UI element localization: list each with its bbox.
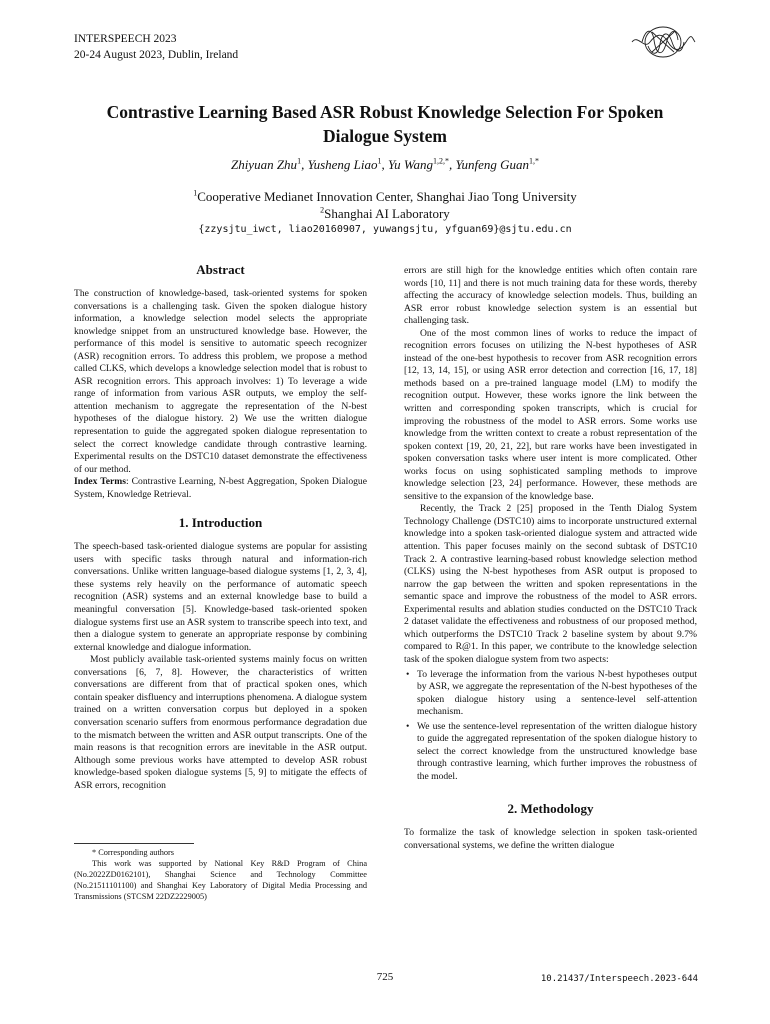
affiliation-mark: 1	[193, 188, 198, 198]
paper-title	[60, 100, 710, 148]
author-list: Zhiyuan Zhu$^1$, Yusheng Liao$^1$, Yu Wang$^{1,2,*}$, Yunfeng Guan$^{1,*}$	[230, 156, 540, 172]
index-terms-label: Index Terms	[74, 476, 126, 488]
author-affiliation-mark: 1,*	[529, 156, 540, 166]
title-line-1: Contrastive Learning Based ASR Robust Knowledge Selection For Spoken	[106, 102, 664, 122]
author-affiliation-mark: 1,2,*	[432, 156, 449, 166]
interspeech-logo-icon	[628, 20, 698, 64]
intro-paragraph-5: Recently, the Track 2 [25] proposed in the Tenth Dialog System Technology Challenge (DSTC10) aims to incorporate unstructured external knowledge into a spoken task-oriented dialogue system and attracted wide attention. This paper focuses mainly on the second subtask of DSTC10 Track 2. A contrastive learning-based robust knowledge selection method (CLKS) using the N-best hypotheses from ASR output is proposed to narrow the gap between the written and spoken representations in the semantic space and improve the robustness of the model to ASR errors. Experimental results and ablation studies conducted on the DSTC10 Track 2 dataset validate the effectiveness and robustness of our proposed method, which outperforms the DSTC10 Track 2 baseline system by about 9.7% compared to R@1. In this paper, we contribute to the knowledge selection task of the spoken dialogue system from two aspects:	[404, 503, 697, 665]
index-terms	[74, 476, 367, 501]
intro-paragraph-2: Most publicly available task-oriented systems mainly focus on written conversations [6, 7, 8]. However, the characteristics of written conversations are different from that of practical spoken ones, which contain speaker disfluency and interruptions phenomena. A dialogue system trained on a written conversation corpus but deployed in a spoken conversation scenario suffers from enormous performance degradation due to the mismatch between the written and ASR output transcripts. One of the main reasons is that recognition errors are inevitable in the ASR output. Although some previous works have attempted to develop ASR robust knowledge-based spoken dialogue systems [5, 9] to mitigate the effects of ASR errors, recognition	[74, 654, 367, 791]
intro-paragraph-3: errors are still high for the knowledge entities which often contain rare words [10, 11] and there is not much training data for these words, thereby affecting the accuracy of knowledge selection models. Thus, building an ASR error robust knowledge selection system is an essential but challenging task.	[404, 265, 697, 327]
author-emails: {zzysjtu_iwct, liao20160907, yuwangsjtu, yfguan69}@sjtu.edu.cn	[198, 224, 572, 235]
doi-link[interactable]: 10.21437/Interspeech.2023-644	[540, 974, 698, 984]
footnote-corresponding: * Corresponding authors	[92, 848, 175, 857]
title-line-2: Dialogue System	[323, 126, 447, 146]
author-name: Yu Wang	[388, 157, 433, 172]
bullet-icon: •	[406, 668, 410, 680]
methodology-paragraph: To formalize the task of knowledge selection in spoken task-oriented conversational systems, we define the written dialogue	[404, 827, 697, 851]
page-number: 725	[376, 971, 394, 983]
abstract-heading: Abstract	[196, 262, 245, 277]
bullet-icon: •	[406, 720, 410, 732]
author-name: Zhiyuan Zhu	[230, 157, 298, 172]
footnote-funding: This work was supported by National Key R&D Program of China (No.2022ZD0162101), Shanghai Science and Technology Committee (No.21511101100) and Shanghai Key Laboratory of Digital Media Processing and Transmissions (STCSM 22DZ2229005)	[74, 859, 367, 901]
contribution-item	[404, 669, 697, 719]
methodology-heading: 2. Methodology	[507, 801, 594, 817]
contribution-text: We use the sentence-level representation of the written dialogue history to guide the aggregated representation of the spoken dialogue history to select the correct knowledge from the unstructured knowledge base through contrastive learning, which further improves the robustness of the model.	[417, 720, 697, 782]
conference-dates: 20-24 August 2023, Dublin, Ireland	[74, 49, 239, 61]
contribution-item	[404, 721, 697, 784]
intro-paragraph-4: One of the most common lines of works to reduce the impact of recognition errors focuses on utilizing the N-best hypotheses of ASR instead of the one-best hypothesis to recover from ASR recognition errors [12, 13, 14, 15], or using ASR error detection and correction [16, 17, 18] methods based on a pre-trained language model (LM) to modify the recognition output. However, these works ignore the link between the written and corresponding spoken transcripts, which is crucial for improving the robustness of the model to ASR errors. Some works use knowledge from the written context to create a robust representation of the spoken context [19, 20, 21, 22], but rare works have been investigated in spoken conversation tasks where user intent is more complicated. Other works focus on using sophisticated sampling methods to improve knowledge selection [23, 24] performance. However, these methods are sensitive to the expansion of the knowledge base.	[404, 327, 697, 502]
affiliation-text: Shanghai AI Laboratory	[324, 206, 450, 221]
contribution-list	[404, 669, 697, 784]
intro-paragraph-1: The speech-based task-oriented dialogue systems are popular for assisting users with specific tasks through natural and information-rich conversations. Unlike written language-based dialogue systems [1, 2, 3, 4], these systems rely heavily on the performance of automatic speech recognition (ASR) systems and an external knowledge base to build a meaningful conversation [5]. Knowledge-based task-oriented spoken dialogue systems first use an ASR system to transcribe speech into text, and then a dialogue system to generate an appropriate response by combining external knowledge and dialogue information.	[74, 541, 367, 653]
author-affiliation-mark: 1	[377, 156, 382, 166]
footnotes	[74, 847, 367, 902]
left-column	[74, 262, 367, 792]
conference-name: INTERSPEECH 2023	[74, 33, 177, 45]
right-column	[404, 265, 697, 853]
affiliation-2	[60, 205, 710, 222]
author-name: Yusheng Liao	[307, 157, 378, 172]
affiliation-mark: 2	[320, 205, 325, 215]
contribution-text: To leverage the information from the various N-best hypotheses output by ASR, we aggregate the representation of the N-best hypotheses of the spoken dialogue history using a sentence-level self-attention mechanism.	[417, 668, 697, 718]
conference-header	[74, 31, 238, 63]
author-name: Yunfeng Guan	[455, 157, 530, 172]
affiliation-text: Cooperative Medianet Innovation Center, Shanghai Jiao Tong University	[197, 189, 577, 204]
affiliation-1	[60, 188, 710, 205]
author-affiliation-mark: 1	[297, 156, 302, 166]
introduction-heading: 1. Introduction	[178, 515, 263, 531]
index-terms-text: : Contrastive Learning, N-best Aggregation, Spoken Dialogue System, Knowledge Retrieval.	[74, 476, 367, 500]
abstract-text: The construction of knowledge-based, task-oriented systems for spoken conversations is a challenging task. Given the spoken dialogue history information, a knowledge selection model selects the appropriate knowledge snippet from an unstructured knowledge base. However, the performance of this model is sensitive to automatic speech recognizer (ASR) recognition errors. To address this problem, we propose a method called CLKS, which develops a knowledge selection model that is robust to ASR recognition errors. This approach involves: 1) To leverage a wide range of information from various ASR outputs, we employ the self-attention mechanism to aggregate the representation of the N-best hypotheses of the dialogue history. 2) We use the written dialogue representation to guide the aggregated spoken dialogue representation to select the correct knowledge candidate through contrastive learning. Experimental results on the DSTC10 dataset demonstrate the effectiveness of our method.	[74, 288, 367, 475]
footnote-divider	[74, 843, 194, 844]
